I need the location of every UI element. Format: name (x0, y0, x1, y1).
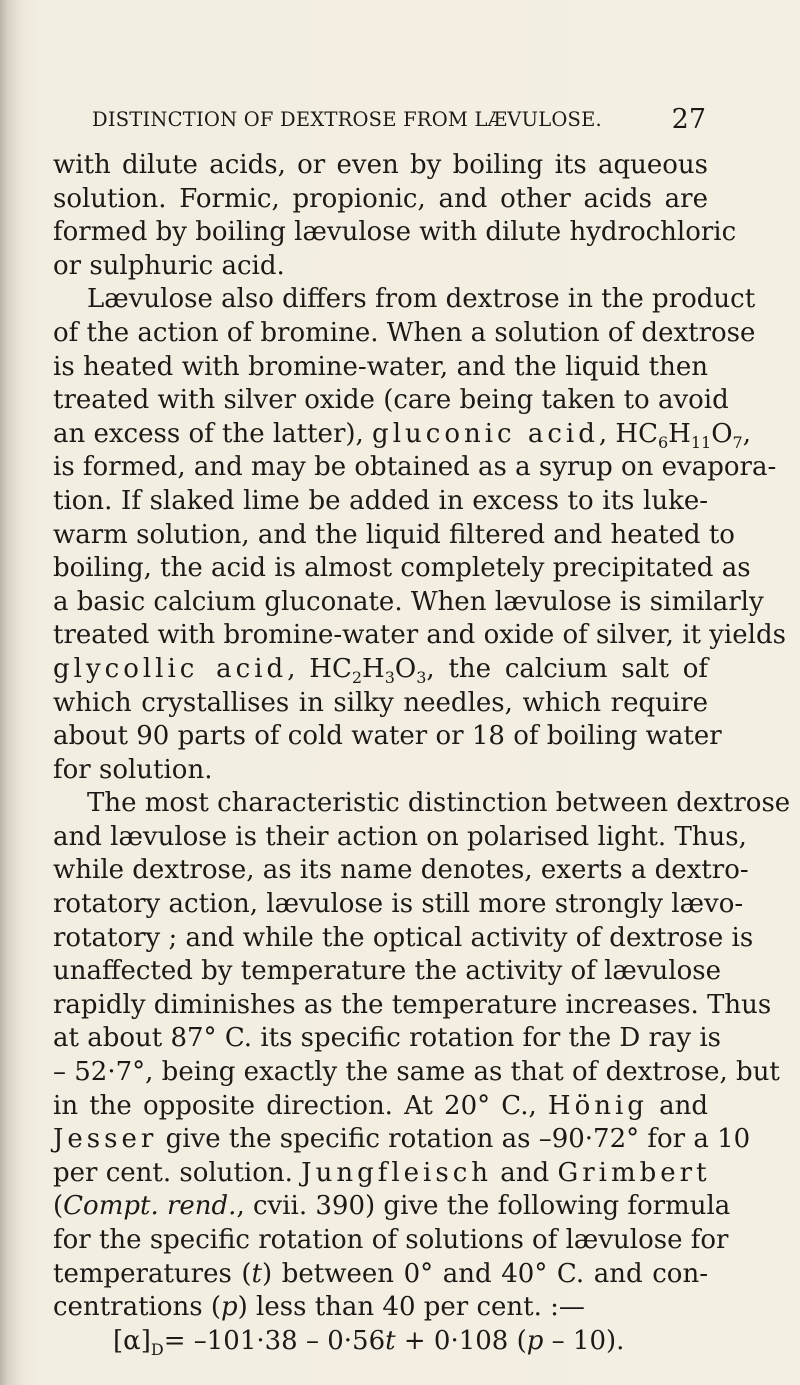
author-grimbert: Grimbert (557, 1157, 711, 1188)
journal-title: Compt. rend. (63, 1191, 237, 1222)
paragraph-first-line: Lævulose also differs from dextrose in the product (87, 284, 756, 315)
text-line-gluconic (53, 418, 751, 452)
author-jesser: Jesser (53, 1124, 158, 1155)
text-line: unaffected by temperature the activity of lævulose (53, 956, 721, 987)
subscript: 3 (416, 668, 427, 688)
text-line-concentrations (53, 1291, 708, 1325)
text-line: tion. If slaked lime be added in excess to its luke- (53, 485, 708, 516)
text-run: per cent. solution. (53, 1157, 293, 1188)
running-head (92, 104, 706, 134)
text-line-jesser (53, 1123, 751, 1157)
text-run: and (500, 1157, 550, 1188)
text-run: – 10). (543, 1325, 625, 1356)
text-run: , the calcium salt of (426, 653, 708, 684)
text-line: solution. Formic, propionic, and other acids are (53, 183, 708, 214)
text-run: , (742, 418, 751, 449)
text-line-compt-rend (53, 1190, 731, 1224)
paragraph-first-line: The most characteristic distinction between dextrose (87, 788, 791, 819)
formula-line (53, 1325, 708, 1359)
text-line: or sulphuric acid. (53, 250, 285, 281)
text-run: centrations ( (53, 1292, 221, 1323)
text-line: of the action of bromine. When a solution of dextrose (53, 317, 756, 348)
text-run: ( (53, 1191, 64, 1222)
variable-t: t (251, 1258, 262, 1289)
body-text (53, 149, 791, 1359)
subscript: 6 (657, 432, 669, 452)
formula-alpha: [α] (113, 1325, 151, 1356)
text-run: , cvii. 390) give the following formula (236, 1191, 731, 1222)
text-line: rotatory ; and while the optical activity of dextrose is (53, 922, 754, 953)
text-line: rapidly diminishes as the temperature increases. Thus (53, 989, 772, 1020)
spaced-term-glycollic-acid: glycollic acid (53, 653, 288, 684)
variable-p: p (220, 1292, 238, 1323)
subscript: 2 (351, 668, 363, 688)
page-number: 27 (671, 104, 706, 135)
text-line: rotatory action, lævulose is still more strongly lævo- (53, 889, 744, 920)
text-run: = –101·38 – 0·56 (163, 1325, 386, 1356)
variable-p: p (526, 1325, 544, 1356)
subscript: 3 (384, 668, 395, 688)
text-run: H (668, 418, 691, 449)
text-run: an excess of the latter), (53, 418, 364, 449)
text-line: with dilute acids, or even by boiling its aqueous (53, 150, 708, 180)
text-line-jungfleisch (53, 1157, 711, 1191)
text-run: give the specific rotation as –90·72° for a 10 (165, 1124, 751, 1155)
text-line: which crystallises in silky needles, which require (53, 687, 708, 718)
text-line: for the specific rotation of solutions of lævulose for (53, 1225, 729, 1255)
text-line: is heated with bromine-water, and the liquid then (53, 351, 708, 382)
variable-t: t (385, 1325, 396, 1356)
text-run: in the opposite direction. At 20° C., (53, 1090, 537, 1121)
text-run: ) between 0° and 40° C. and con- (262, 1258, 708, 1289)
text-line: formed by boiling lævulose with dilute hydrochloric (53, 217, 737, 248)
text-line: while dextrose, as its name denotes, exerts a dextro- (53, 855, 749, 886)
text-line: boiling, the acid is almost completely precipitated as (53, 553, 751, 584)
text-line-glycollic (53, 653, 708, 687)
text-run: , HC (598, 418, 658, 449)
text-line-temperatures (53, 1258, 708, 1292)
subscript: D (150, 1339, 164, 1359)
text-run: O (394, 653, 417, 684)
text-line: – 52·7°, being exactly the same as that of dextrose, but (53, 1057, 780, 1088)
subscript: 7 (732, 432, 743, 452)
author-honig: Hönig (547, 1090, 648, 1121)
text-run: , HC (287, 653, 352, 684)
text-run: and (659, 1090, 708, 1121)
text-line-honig (53, 1090, 708, 1124)
text-run: H (362, 653, 385, 684)
text-run: temperatures ( (53, 1258, 252, 1289)
text-line: treated with silver oxide (care being taken to avoid (53, 385, 729, 416)
text-run: + 0·108 ( (395, 1325, 527, 1356)
running-head-title: DISTINCTION OF DEXTROSE FROM LÆVULOSE. (92, 108, 602, 131)
text-run: ) less than 40 per cent. :— (237, 1292, 585, 1323)
text-line: is formed, and may be obtained as a syrup on evapora- (53, 452, 777, 483)
text-line: at about 87° C. its specific rotation for the D ray is (53, 1023, 722, 1054)
subscript: 11 (690, 432, 712, 452)
text-line: about 90 parts of cold water or 18 of boiling water (53, 721, 722, 752)
spaced-term-gluconic-acid: gluconic acid (372, 418, 599, 449)
text-line: a basic calcium gluconate. When lævulose is similarly (53, 586, 764, 617)
text-line: for solution. (53, 754, 213, 785)
text-line: treated with bromine-water and oxide of silver, it yields (53, 620, 786, 651)
text-run: O (711, 418, 733, 449)
author-jungfleisch: Jungfleisch (301, 1157, 493, 1188)
text-line: and lævulose is their action on polarised light. Thus, (53, 821, 747, 852)
text-line: warm solution, and the liquid filtered and heated to (53, 519, 735, 550)
